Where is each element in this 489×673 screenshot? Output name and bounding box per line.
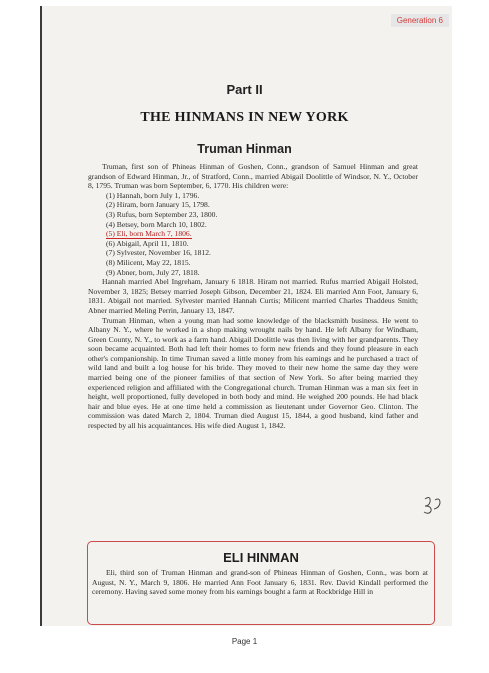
body-text — [88, 162, 418, 431]
marriages-paragraph: Hannah married Abel Ingreham, January 6 1818. Hiram not married. Rufus married Abigail Holsted, November 3, 1825; Betsey married Joseph Gibson, December 21, 1824. Eli married Ann Foot, January 6, 1831. Abigail not married. Sylvester married Hannah Curtis; Milicent married Charles Thaddeus Smith; Abner married Meling Perrin, January 13, 1847. — [88, 277, 418, 315]
eli-hinman-section-box — [87, 541, 435, 625]
page-number: Page 1 — [231, 637, 258, 646]
intro-paragraph: Truman, first son of Phineas Hinman of Goshen, Conn., grandson of Samuel Hinman and great grandson of Edward Hinman, Jr., of Stratford, Conn., married Abigail Doolittle of Windsor, N. Y., October 8, 1795. Truman was born September, 6, 1770. His children were: — [88, 162, 418, 191]
child-item: (9) Abner, born, July 27, 1818. — [106, 267, 200, 277]
child-item: (8) Milicent, May 22, 1815. — [106, 257, 191, 267]
children-list — [88, 191, 418, 277]
box-title: ELI HINMAN — [223, 550, 299, 565]
section-title: Truman Hinman — [197, 142, 292, 156]
handwritten-mark-icon — [422, 494, 444, 516]
child-item: (6) Abigail, April 11, 1810. — [106, 238, 189, 248]
child-item: (3) Rufus, born September 23, 1800. — [106, 209, 218, 219]
child-item: (1) Hannah, born July 1, 1796. — [106, 190, 200, 200]
child-item: (7) Sylvester, November 16, 1812. — [106, 248, 211, 258]
part-title: Part II — [226, 82, 263, 97]
box-text: Eli, third son of Truman Hinman and grand-son of Phineas Hinman of Goshen, Conn., was born at August, N. Y., March 9, 1806. He married Ann Foot January 6, 1831. Rev. David Kindall performed the ceremony. Having saved some money from his earnings bought a farm at Rockbridge Hill in — [92, 568, 428, 597]
highlighted-child-text: (5) Eli, born March 7, 1806. — [106, 229, 192, 239]
narrative-paragraph: Truman Hinman, when a young man had some knowledge of the blacksmith business. He went to Albany N. Y., where he worked in a shop making wrought nails by hand. He left Albany for Windham, Green County, N. Y., to work as a farm hand. Abigail Doolittle was then living with her grandparents. They soon became acquainted. Both had left their homes to form new friends and they found pleasure in each other's companionship. In time Truman saved a little money from his earnings and he purchased a tract of wild land and built a log house for his bride. They moved to their new home the same day they were married being one of the pioneer families of that section of New York. So after being married they experienced religion and affiliated with the Congregational church. Truman Hinman was a man six feet in height, well proportioned, fully developed in both body and mind. He weighed 200 pounds. He had black hair and blue eyes. He at one time held a commission as lieutenant under Governor Geo. Clinton. The commission was dated March 2, 1804. Truman died August 15, 1844, a good husband, kind father and respected by all his acquaintances. His wife died August 1, 1842. — [88, 315, 418, 431]
generation-badge: Generation 6 — [391, 14, 449, 27]
child-item-highlighted — [88, 229, 418, 239]
child-item: (4) Betsey, born March 10, 1802. — [106, 219, 207, 229]
child-item: (2) Hiram, born January 15, 1798. — [106, 200, 210, 210]
chapter-title: THE HINMANS IN NEW YORK — [140, 110, 349, 125]
